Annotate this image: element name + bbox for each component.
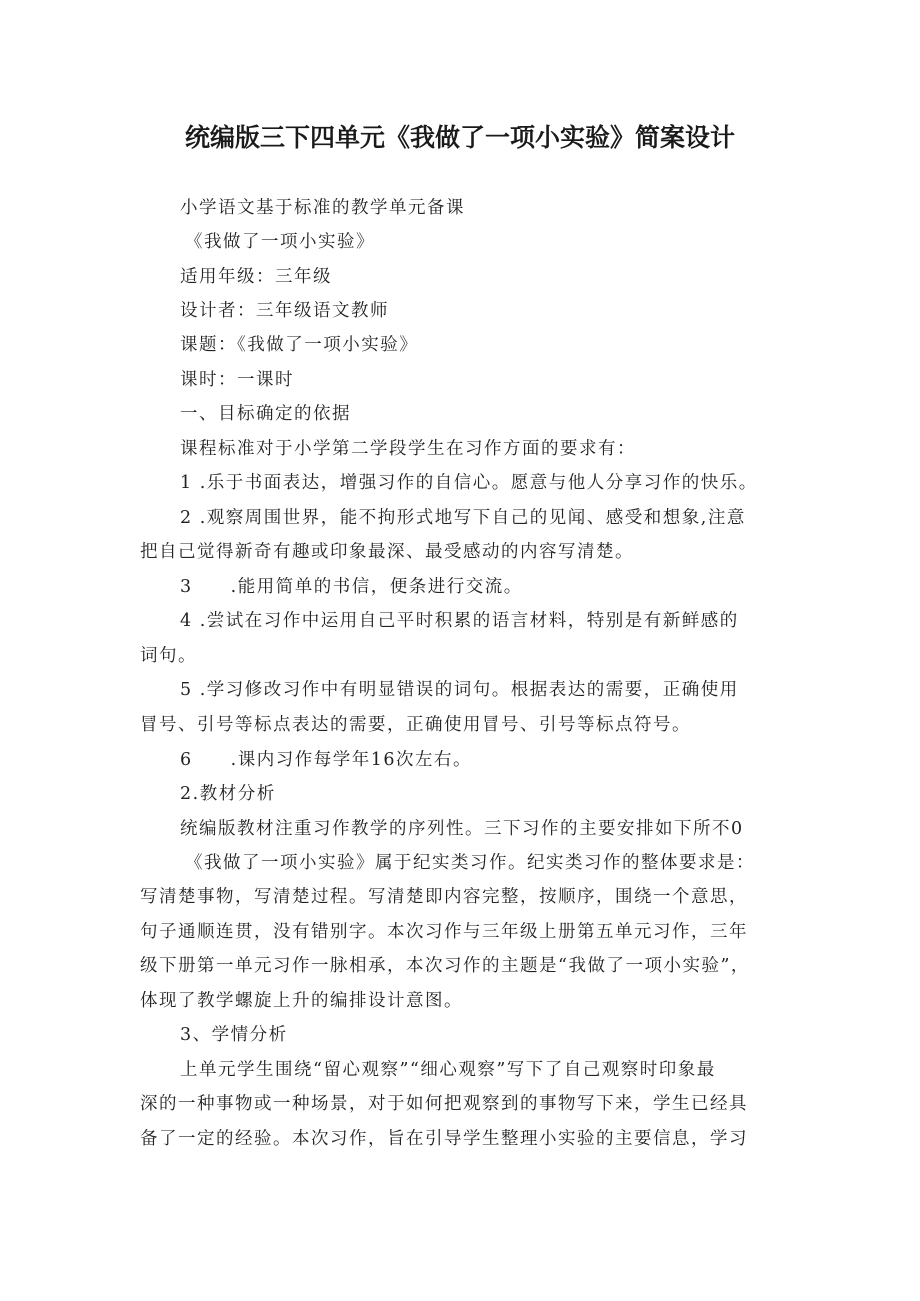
item-text: .学习修改习作中有明显错误的词句。根据表达的需要，正确使用 — [199, 680, 739, 700]
document-title: 统编版三下四单元《我做了一项小实验》简案设计 — [184, 123, 735, 152]
section3-line-1: 上单元学生围绕“留心观察”“细心观察”写下了自己观察时印象最 — [180, 1060, 716, 1080]
section1-heading: 一、目标确定的依据 — [180, 404, 351, 424]
header-line-lesson-title: 《我做了一项小实验》 — [185, 232, 375, 252]
requirement-item-2-continued: 把自己觉得新奇有趣或印象最深、最受感动的内容写清楚。 — [140, 542, 634, 562]
section2-heading: 2.教材分析 — [180, 784, 276, 804]
requirement-item-5 — [180, 678, 739, 702]
header-line-duration: 课时：一课时 — [180, 370, 294, 390]
header-line-course: 小学语文基于标准的教学单元备课 — [180, 198, 465, 218]
item-text: .尝试在习作中运用自己平时积累的语言材料，特别是有新鲜感的 — [199, 611, 739, 631]
item-text: .能用简单的书信，便条进行交流。 — [230, 577, 523, 597]
item-number: 1 — [180, 473, 193, 493]
section3-line-3: 备了一定的经验。本次习作，旨在引导学生整理小实验的主要信息，学习 — [140, 1129, 748, 1149]
section2-line-5: 级下册第一单元习作一脉相承，本次习作的主题是“我做了一项小实验”， — [140, 956, 750, 976]
requirement-item-2 — [180, 506, 746, 530]
section2-line-3: 写清楚事物，写清楚过程。写清楚即内容完整，按顺序，围绕一个意思， — [140, 887, 748, 907]
section3-heading: 3、学情分析 — [180, 1025, 288, 1045]
item-number: 6 — [180, 750, 193, 770]
section2-line-6: 体现了教学螺旋上升的编排设计意图。 — [140, 991, 463, 1011]
requirement-item-4-continued: 词句。 — [140, 646, 197, 666]
section2-line-2: 《我做了一项小实验》属于纪实类习作。纪实类习作的整体要求是： — [185, 853, 755, 873]
section2-line-1: 统编版教材注重习作教学的序列性。三下习作的主要安排如下所不0 — [180, 819, 744, 839]
requirement-item-1 — [180, 471, 758, 495]
requirement-item-5-continued: 冒号、引号等标点表达的需要，正确使用冒号、引号等标点符号。 — [140, 715, 691, 735]
item-number: 4 — [180, 611, 193, 631]
item-text: .观察周围世界，能不拘形式地写下自己的见闻、感受和想象,注意 — [199, 508, 746, 528]
header-line-designer: 设计者：三年级语文教师 — [180, 301, 389, 321]
item-number: 3 — [180, 577, 193, 597]
section2-line-4: 句子通顺连贯，没有错别字。本次习作与三年级上册第五单元习作，三年 — [140, 922, 748, 942]
requirement-item-3 — [180, 575, 523, 599]
section1-intro: 课程标准对于小学第二学段学生在习作方面的要求有： — [180, 439, 636, 459]
item-text: .课内习作每学年16次左右。 — [230, 750, 472, 770]
item-number: 2 — [180, 508, 193, 528]
item-text: .乐于书面表达，增强习作的自信心。愿意与他人分享习作的快乐。 — [199, 473, 758, 493]
section3-line-2: 深的一种事物或一种场景，对于如何把观察到的事物写下来，学生已经具 — [140, 1094, 748, 1114]
header-line-grade: 适用年级：三年级 — [180, 267, 332, 287]
requirement-item-6 — [180, 748, 472, 772]
item-number: 5 — [180, 680, 193, 700]
header-line-topic: 课题：《我做了一项小实验》 — [180, 335, 419, 355]
requirement-item-4 — [180, 609, 739, 633]
